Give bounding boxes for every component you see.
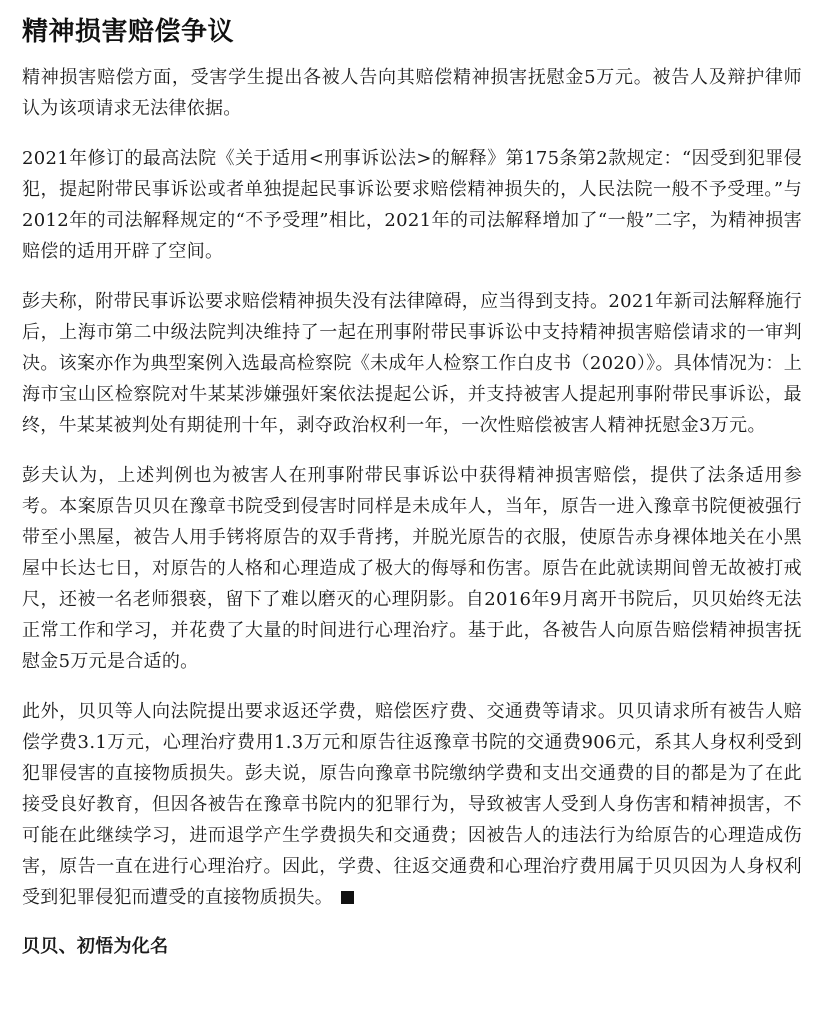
- article-title: 精神损害赔偿争议: [22, 17, 235, 47]
- paragraph-2: 2021年修订的最高法院《关于适用<刑事诉讼法>的解释》第175条第2款规定：“因受到犯罪侵犯，提起附带民事诉讼或者单独提起民事诉讼要求赔偿精神损失的，人民法院一般不予受理。”与2012年的司法解释规定的“不予受理”相比，2021年的司法解释增加了“一般”二字，为精神损害赔偿的适用开辟了空间。: [22, 148, 802, 262]
- paragraph-5-text: 此外，贝贝等人向法院提出要求返还学费，赔偿医疗费、交通费等请求。贝贝请求所有被告人赔偿学费3.1万元，心理治疗费用1.3万元和原告往返豫章书院的交通费906元，系其人身权利受到犯罪侵害的直接物质损失。彭夫说，原告向豫章书院缴纳学费和支出交通费的目的都是为了在此接受良好教育，但因各被告在豫章书院内的犯罪行为，导致被害人受到人身伤害和精神损害，不可能在此继续学习，进而退学产生学费损失和交通费；因被告人的违法行为给原告的心理造成伤害，原告一直在进行心理治疗。因此，学费、往返交通费和心理治疗费用属于贝贝因为人身权利受到犯罪侵犯而遭受的直接物质损失。: [22, 701, 802, 908]
- end-of-article-icon: [341, 891, 354, 904]
- alias-note: 贝贝、初悟为化名: [22, 936, 169, 957]
- paragraph-3: 彭夫称，附带民事诉讼要求赔偿精神损失没有法律障碍，应当得到支持。2021年新司法解释施行后，上海市第二中级法院判决维持了一起在刑事附带民事诉讼中支持精神损害赔偿请求的一审判决。该案亦作为典型案例入选最高检察院《未成年人检察工作白皮书（2020）》。具体情况为：上海市宝山区检察院对牛某某涉嫌强奸案依法提起公诉，并支持被害人提起刑事附带民事诉讼，最终，牛某某被判处有期徒刑十年，剥夺政治权利一年，一次性赔偿被害人精神抚慰金3万元。: [22, 291, 802, 436]
- article: [22, 0, 802, 962]
- paragraph-5: [22, 696, 802, 913]
- paragraph-4: 彭夫认为，上述判例也为被害人在刑事附带民事诉讼中获得精神损害赔偿，提供了法条适用参考。本案原告贝贝在豫章书院受到侵害时同样是未成年人，当年，原告一进入豫章书院便被强行带至小黑屋，被告人用手铐将原告的双手背拷，并脱光原告的衣服，使原告赤身裸体地关在小黑屋中长达七日，对原告的人格和心理造成了极大的侮辱和伤害。原告在此就读期间曾无故被打戒尺，还被一名老师猥亵，留下了难以磨灭的心理阴影。自2016年9月离开书院后，贝贝始终无法正常工作和学习，并花费了大量的时间进行心理治疗。基于此，各被告人向原告赔偿精神损害抚慰金5万元是合适的。: [22, 465, 802, 672]
- paragraph-1: 精神损害赔偿方面，受害学生提出各被人告向其赔偿精神损害抚慰金5万元。被告人及辩护律师认为该项请求无法律依据。: [22, 67, 802, 119]
